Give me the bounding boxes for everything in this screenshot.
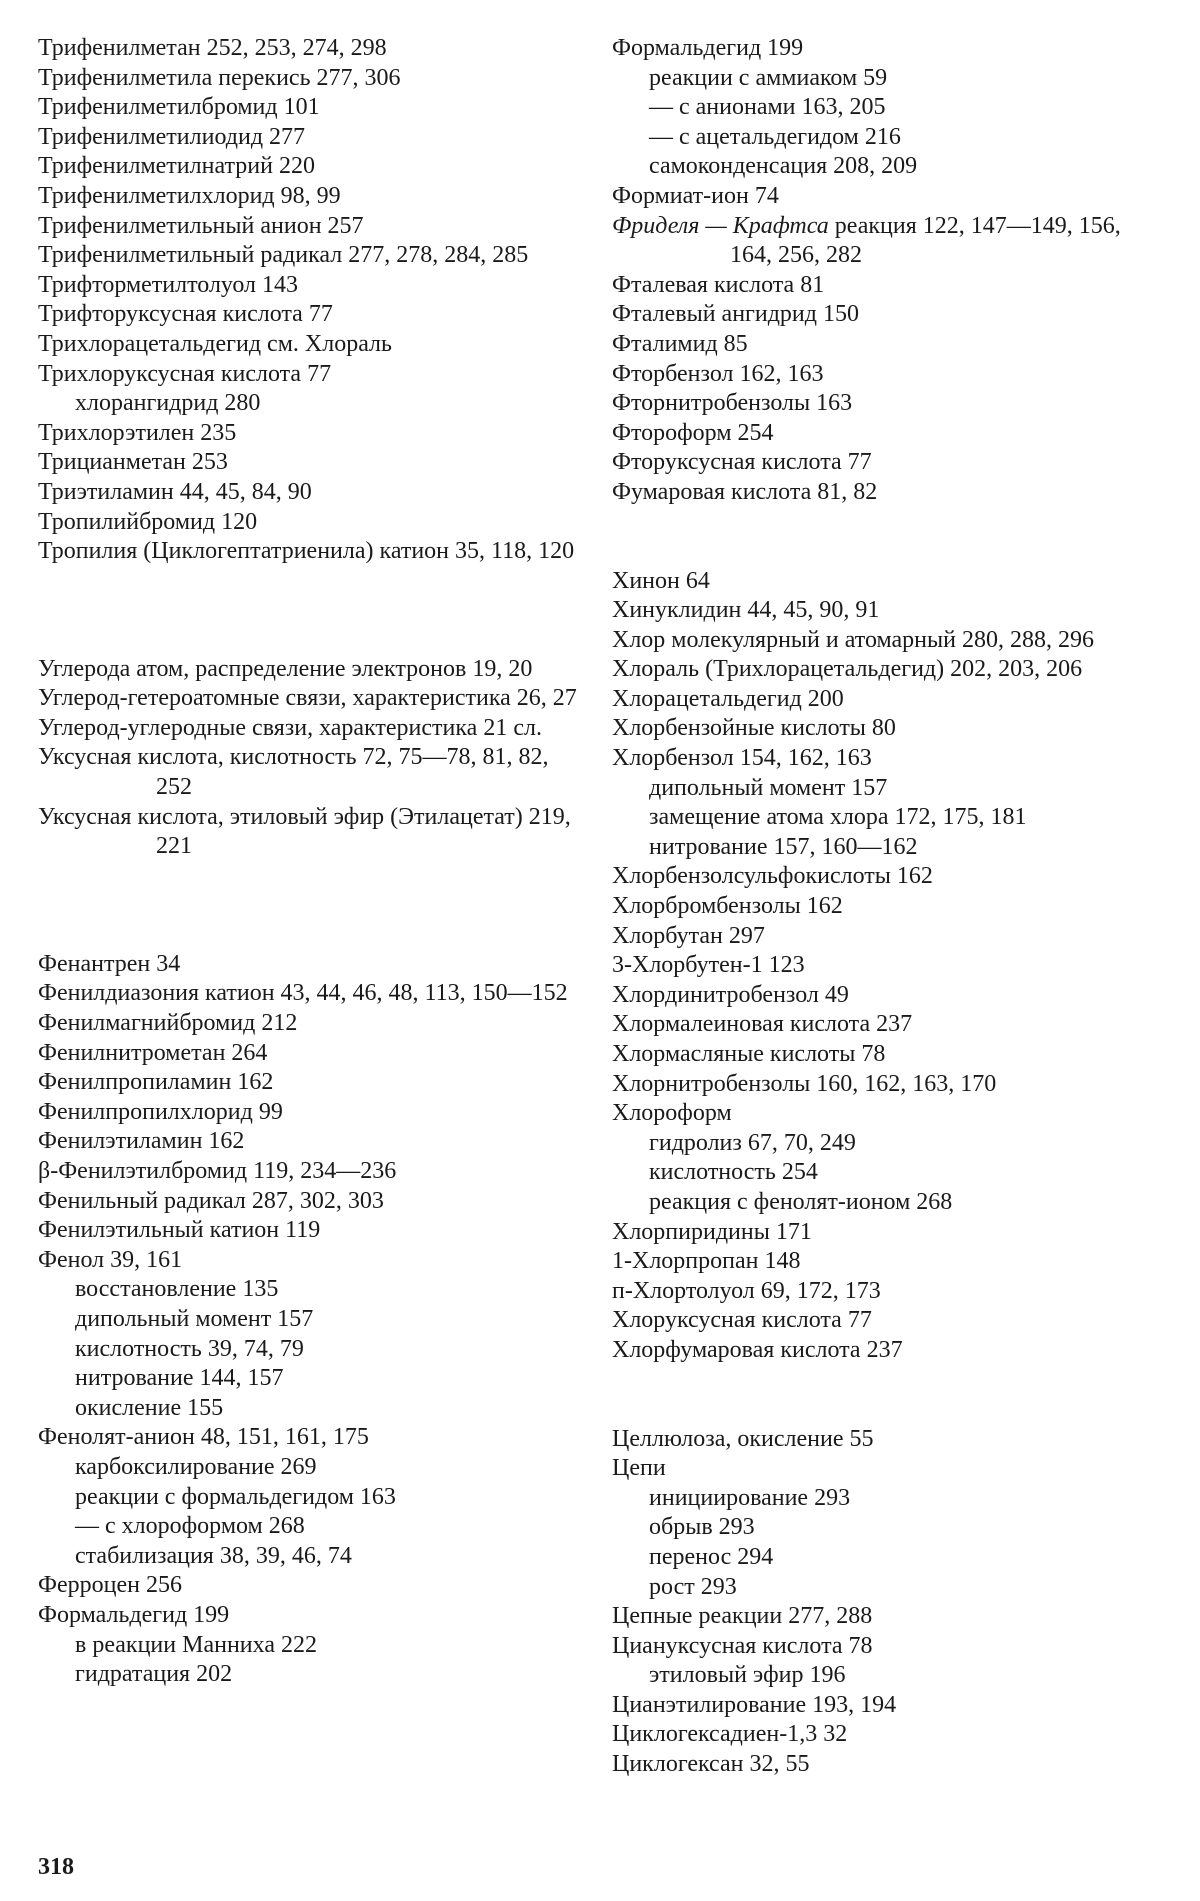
index-entry: Трифенилметилиодид 277 [38,123,306,150]
index-subentry: рост 293 [649,1573,737,1600]
index-entry: Хлормалеиновая кислота 237 [612,1011,913,1038]
index-entry: Трихлоруксусная кислота 77 [38,360,332,387]
index-column-right [612,34,1152,1780]
index-entry: Фенилпропилхлорид 99 [38,1098,283,1125]
index-entry: Тропилия (Циклогептатриенила) катион 35, 118, 120 [38,538,575,565]
index-entry: Фталимид 85 [612,330,748,357]
index-entry: Трифторуксусная кислота 77 [38,301,333,328]
index-entry: Хлораль (Трихлорацетальдегид) 202, 203, 206 [612,656,1083,683]
index-entry: Фенильный радикал 287, 302, 303 [38,1187,384,1214]
index-entry [612,212,1152,271]
index-entry: Хлординитробензол 49 [612,981,849,1008]
index-entry: Тропилийбромид 120 [38,508,258,535]
index-entry: Трихлорэтилен 235 [38,419,237,446]
section-gap [38,567,578,655]
index-entry: Фенантрен 34 [38,950,181,977]
page-number: 318 [38,1854,74,1880]
index-entry: Трифторметилтолуол 143 [38,271,298,298]
index-entry: Фенолят-анион 48, 151, 161, 175 [38,1424,369,1451]
index-subentry: карбоксилирование 269 [75,1453,317,1480]
index-entry: Фенилнитрометан 264 [38,1039,268,1066]
index-entry: Углерод-гетероатомные связи, характеристика 26, 27 [38,685,577,712]
index-subentry: замещение атома хлора 172, 175, 181 [649,804,1027,831]
index-subentry: этиловый эфир 196 [649,1662,846,1689]
section-gap [612,508,1152,567]
index-entry: Формальдегид 199 [38,1601,230,1628]
index-entry: Трицианметан 253 [38,449,228,476]
index-subentry: дипольный момент 157 [649,774,888,801]
index-subentry: в реакции Манниха 222 [75,1631,317,1658]
index-entry: Фенилэтильный катион 119 [38,1217,321,1244]
index-entry: 1-Хлорпропан 148 [612,1248,801,1275]
index-entry: Хлорацетальдегид 200 [612,685,844,712]
index-subentry: хлорангидрид 280 [75,390,261,417]
index-subentry: окисление 155 [75,1394,224,1421]
index-entry: Хлороформ [612,1100,732,1127]
section-gap [612,1366,1152,1425]
index-entry: Хинуклидин 44, 45, 90, 91 [612,597,880,624]
index-entry: Хлорбензолсульфокислоты 162 [612,863,933,890]
index-entry: Фумаровая кислота 81, 82 [612,478,878,505]
index-subentry: перенос 294 [649,1543,774,1570]
index-entry: Фторуксусная кислота 77 [612,449,872,476]
index-entry: Трифенилметан 252, 253, 274, 298 [38,35,387,61]
index-subentry: — с ацетальдегидом 216 [649,123,901,150]
index-entry: Фенилэтиламин 162 [38,1128,245,1155]
index-subentry: самоконденсация 208, 209 [649,153,918,180]
index-subentry: реакции с аммиаком 59 [649,64,888,91]
index-entry: Хлормасляные кислоты 78 [612,1041,886,1067]
index-entry: Цепи [612,1455,666,1482]
index-entry: Формиат-ион 74 [612,182,779,209]
index-entry: Цианэтилирование 193, 194 [612,1691,897,1718]
index-entry: Цепные реакции 277, 288 [612,1603,873,1630]
index-entry-rest: реакция 122, 147—149, 156, 164, 256, 282 [730,212,1121,269]
index-entry: Циклогексадиен-1,3 32 [612,1721,848,1748]
index-entry: Углерода атом, распределение электронов 19, 20 [38,655,533,682]
index-subentry: гидратация 202 [75,1661,233,1688]
index-entry: Фторнитробензолы 163 [612,390,853,417]
index-entry: п-Хлортолуол 69, 172, 173 [612,1277,881,1304]
index-subentry: стабилизация 38, 39, 46, 74 [75,1542,352,1569]
index-subentry: — с анионами 163, 205 [649,94,886,121]
index-entry: Хинон 64 [612,567,710,594]
index-entry: β-Фенилэтилбромид 119, 234—236 [38,1158,397,1184]
index-entry: Хлоруксусная кислота 77 [612,1307,872,1334]
index-entry: Формальдегид 199 [612,35,804,61]
index-entry: Углерод-углеродные связи, характеристика 21 сл. [38,714,542,741]
index-subentry: кислотность 254 [649,1159,818,1186]
index-entry: Ферроцен 256 [38,1572,182,1599]
index-entry: Трифенилметилнатрий 220 [38,153,315,180]
index-entry: Триэтиламин 44, 45, 84, 90 [38,478,312,505]
index-subentry: восстановление 135 [75,1276,279,1303]
index-entry: Фенилдиазония катион 43, 44, 46, 48, 113, 150—152 [38,980,568,1007]
index-entry: Трифенилметилхлорид 98, 99 [38,182,341,209]
index-entry: Хлорфумаровая кислота 237 [612,1336,903,1363]
index-entry: Хлорпиридины 171 [612,1218,812,1245]
index-entry: Хлор молекулярный и атомарный 280, 288, 296 [612,626,1094,653]
index-entry: Циклогексан 32, 55 [612,1751,810,1778]
index-subentry: реакция с фенолят-ионом 268 [649,1188,953,1215]
index-column-left [38,34,578,1690]
index-entry: Трихлорацетальдегид см. Хлораль [38,330,392,357]
index-subentry: дипольный момент 157 [75,1305,314,1332]
index-entry-italic-name: Фриделя — Крафтса [612,212,829,239]
index-entry: Фенилмагнийбромид 212 [38,1010,298,1037]
index-entry: Хлорбромбензолы 162 [612,893,843,920]
index-subentry: — с хлороформом 268 [75,1513,305,1540]
index-entry: Трифенилметилбромид 101 [38,94,320,121]
index-entry: Фенол 39, 161 [38,1246,183,1273]
index-subentry: реакции с формальдегидом 163 [75,1483,396,1510]
index-entry: Целлюлоза, окисление 55 [612,1425,874,1452]
index-subentry: нитрование 157, 160—162 [649,833,918,860]
section-gap [38,862,578,950]
index-entry: Хлорнитробензолы 160, 162, 163, 170 [612,1070,997,1097]
index-entry: Трифенилметильный радикал 277, 278, 284, 285 [38,242,529,269]
index-entry: Циануксусная кислота 78 [612,1632,873,1659]
index-subentry: инициирование 293 [649,1484,851,1511]
index-entry: Хлорбензойные кислоты 80 [612,715,896,742]
index-entry: Фталевая кислота 81 [612,271,825,298]
index-subentry: гидролиз 67, 70, 249 [649,1129,856,1156]
index-entry: Фтороформ 254 [612,419,774,446]
index-subentry: кислотность 39, 74, 79 [75,1335,304,1362]
index-entry: Трифенилметила перекись 277, 306 [38,64,401,91]
index-entry: Хлорбензол 154, 162, 163 [612,745,872,772]
index-entry: Фенилпропиламин 162 [38,1069,274,1096]
index-subentry: обрыв 293 [649,1514,755,1541]
index-entry: Хлорбутан 297 [612,922,765,949]
index-entry: Уксусная кислота, кислотность 72, 75—78, 81, 82, 252 [38,744,549,801]
index-subentry: нитрование 144, 157 [75,1365,284,1392]
index-entry: Трифенилметильный анион 257 [38,212,364,239]
index-entry: Фталевый ангидрид 150 [612,301,859,328]
index-entry: Фторбензол 162, 163 [612,360,824,387]
index-entry: 3-Хлорбутен-1 123 [612,952,805,979]
index-entry: Уксусная кислота, этиловый эфир (Этилацетат) 219, 221 [38,803,571,860]
